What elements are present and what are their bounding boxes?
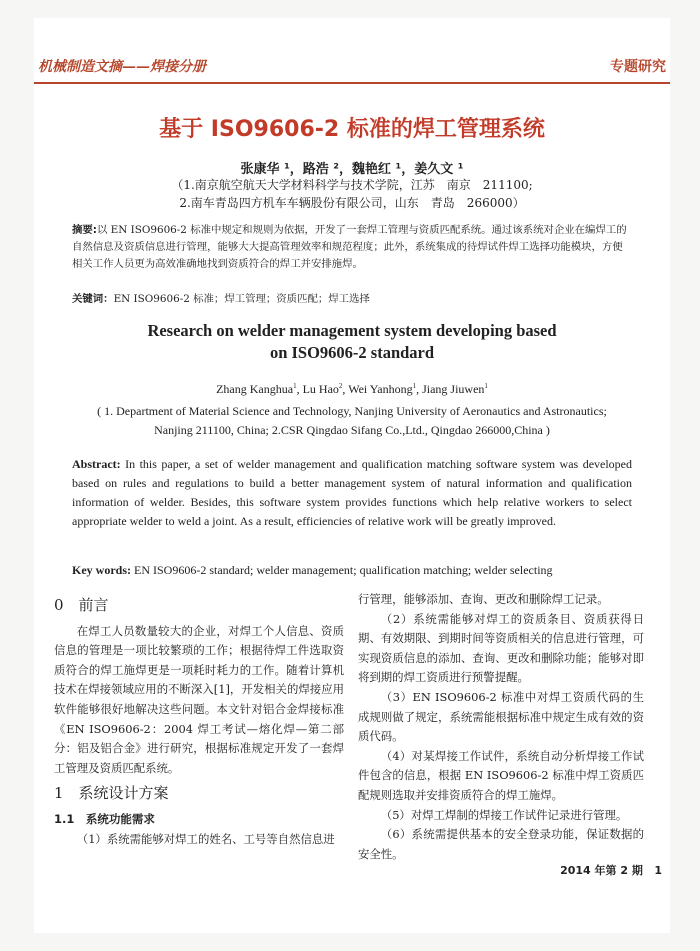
section-0-heading: 0 前言	[54, 596, 109, 614]
section-0-paragraph: 在焊工人员数量较大的企业，对焊工个人信息、资质信息的管理是一项比较繁琐的工作；根据待焊工件选取资质符合的焊工施焊更是一项耗时耗力的工作。随着计算机技术在焊接领域应用的不断深入[1]，开发相关的焊接应用软件能够很好地解决这些问题。本文针对铝合金焊接标准《EN ISO9606-2：2004 焊工考试—熔化焊—第二部分：铝及铝合金》进行研究，根据标准规定开发了一套焊工管理及资质匹配系统。	[54, 623, 344, 775]
english-abstract-text: In this paper, a set of welder management and qualification matching software system was developed based on rules and regulations to build a better management system of natural information and qualification information of welder. Besides, this software system provides functions which help relative workers to select appropriate welder to weld a joint. As a result, efficiencies of relative work will be greatly improved.	[72, 457, 633, 528]
english-affiliation-1: ( 1. Department of Material Science and Technology, Nanjing University of Aeronautics and Astronautics;	[97, 404, 607, 418]
requirement-2: （2）系统需能够对焊工的资质条目、资质获得日期、有效期限、到期时间等资质相关的信息进行管理，可实现资质信息的添加、查询、更改和删除功能；能够对即将到期的焊工资质进行预警提醒。	[358, 611, 644, 685]
english-keywords-text: EN ISO9606-2 standard; welder management; qualification matching; welder selecting	[134, 563, 553, 577]
chinese-affiliations	[34, 176, 670, 212]
english-abstract-label: Abstract:	[72, 457, 121, 471]
body-column-left	[54, 590, 344, 849]
english-authors: Zhang Kanghua$^1$, Lu Hao$^2$, Wei Yanhong$^1$, Jiang Jiuwen$^1$	[216, 382, 488, 396]
author-2: Lu Hao	[302, 382, 339, 396]
author-4: Jiang Jiuwen	[422, 382, 485, 396]
requirement-6: （6）系统需提供基本的安全登录功能，保证数据的安全性。	[358, 827, 644, 861]
issue-label: 2014 年第 2 期	[560, 864, 643, 877]
chinese-abstract-label: 摘要:	[72, 224, 97, 236]
requirement-1-start: （1）系统需能够对焊工的姓名、工号等自然信息进	[76, 831, 335, 846]
body-column-right	[358, 590, 644, 864]
requirement-1-end: 行管理，能够添加、查询、更改和删除焊工记录。	[358, 592, 609, 606]
english-abstract	[72, 455, 632, 531]
requirement-5: （5）对焊工焊制的焊接工作试件记录进行管理。	[380, 807, 628, 822]
page-number: 1	[654, 864, 662, 877]
section-1-1-heading: 1.1 系统功能需求	[54, 811, 155, 826]
journal-name: 机械制造文摘——焊接分册	[38, 59, 206, 75]
chinese-abstract-text: 以 EN ISO9606-2 标准中规定和规则为依据，开发了一套焊工管理与资质匹配系统。通过该系统对企业在编焊工的自然信息及资质信息进行管理，能够大大提高管理效率和规范程度；此外，系统集成的待焊试件焊工选择功能模块，方便相关工作人员更为高效准确地找到资质符合的焊工并安排施焊。	[72, 224, 627, 270]
chinese-affiliation-1: （1.南京航空航天大学材料科学与技术学院，江苏 南京 211100;	[171, 178, 533, 192]
chinese-abstract	[72, 222, 632, 273]
section-1-heading: 1 系统设计方案	[54, 784, 169, 803]
author-1: Zhang Kanghua	[216, 382, 294, 396]
english-keywords	[72, 563, 632, 578]
english-title-line-1: Research on welder management system developing based	[147, 321, 557, 340]
page-footer	[34, 862, 662, 878]
header-divider	[34, 82, 670, 84]
english-keywords-label: Key words:	[72, 563, 131, 577]
chinese-authors: 张康华 ¹，路浩 ²，魏艳红 ¹，姜久文 ¹	[240, 162, 464, 177]
requirement-4: （4）对某焊接工作试件，系统自动分析焊接工作试件包含的信息，根据 EN ISO9606-2 标准中焊工资质匹配规则选取并安排资质符合的焊工施焊。	[358, 748, 644, 802]
english-title	[34, 320, 670, 364]
chinese-keywords	[72, 290, 632, 305]
requirement-3: （3）EN ISO9606-2 标准中对焊工资质代码的生成规则做了规定，系统需能根据标准中规定生成有效的资质代码。	[358, 689, 644, 744]
chinese-title: 基于 ISO9606-2 标准的焊工管理系统	[159, 117, 545, 142]
section-label: 专题研究	[610, 59, 666, 75]
english-title-line-2: on ISO9606-2 standard	[269, 343, 435, 362]
running-header	[34, 18, 670, 82]
author-3: Wei Yanhong	[348, 382, 413, 396]
chinese-keywords-label: 关键词：	[72, 293, 114, 305]
english-affiliations	[34, 402, 670, 440]
chinese-affiliation-2: 2.南车青岛四方机车车辆股份有限公司，山东 青岛 266000）	[179, 196, 525, 210]
chinese-keywords-text: EN ISO9606-2 标准；焊工管理；资质匹配；焊工选择	[113, 293, 370, 305]
english-affiliation-2: Nanjing 211100, China; 2.CSR Qingdao Sifang Co.,Ltd., Qingdao 266000,China )	[154, 423, 550, 437]
